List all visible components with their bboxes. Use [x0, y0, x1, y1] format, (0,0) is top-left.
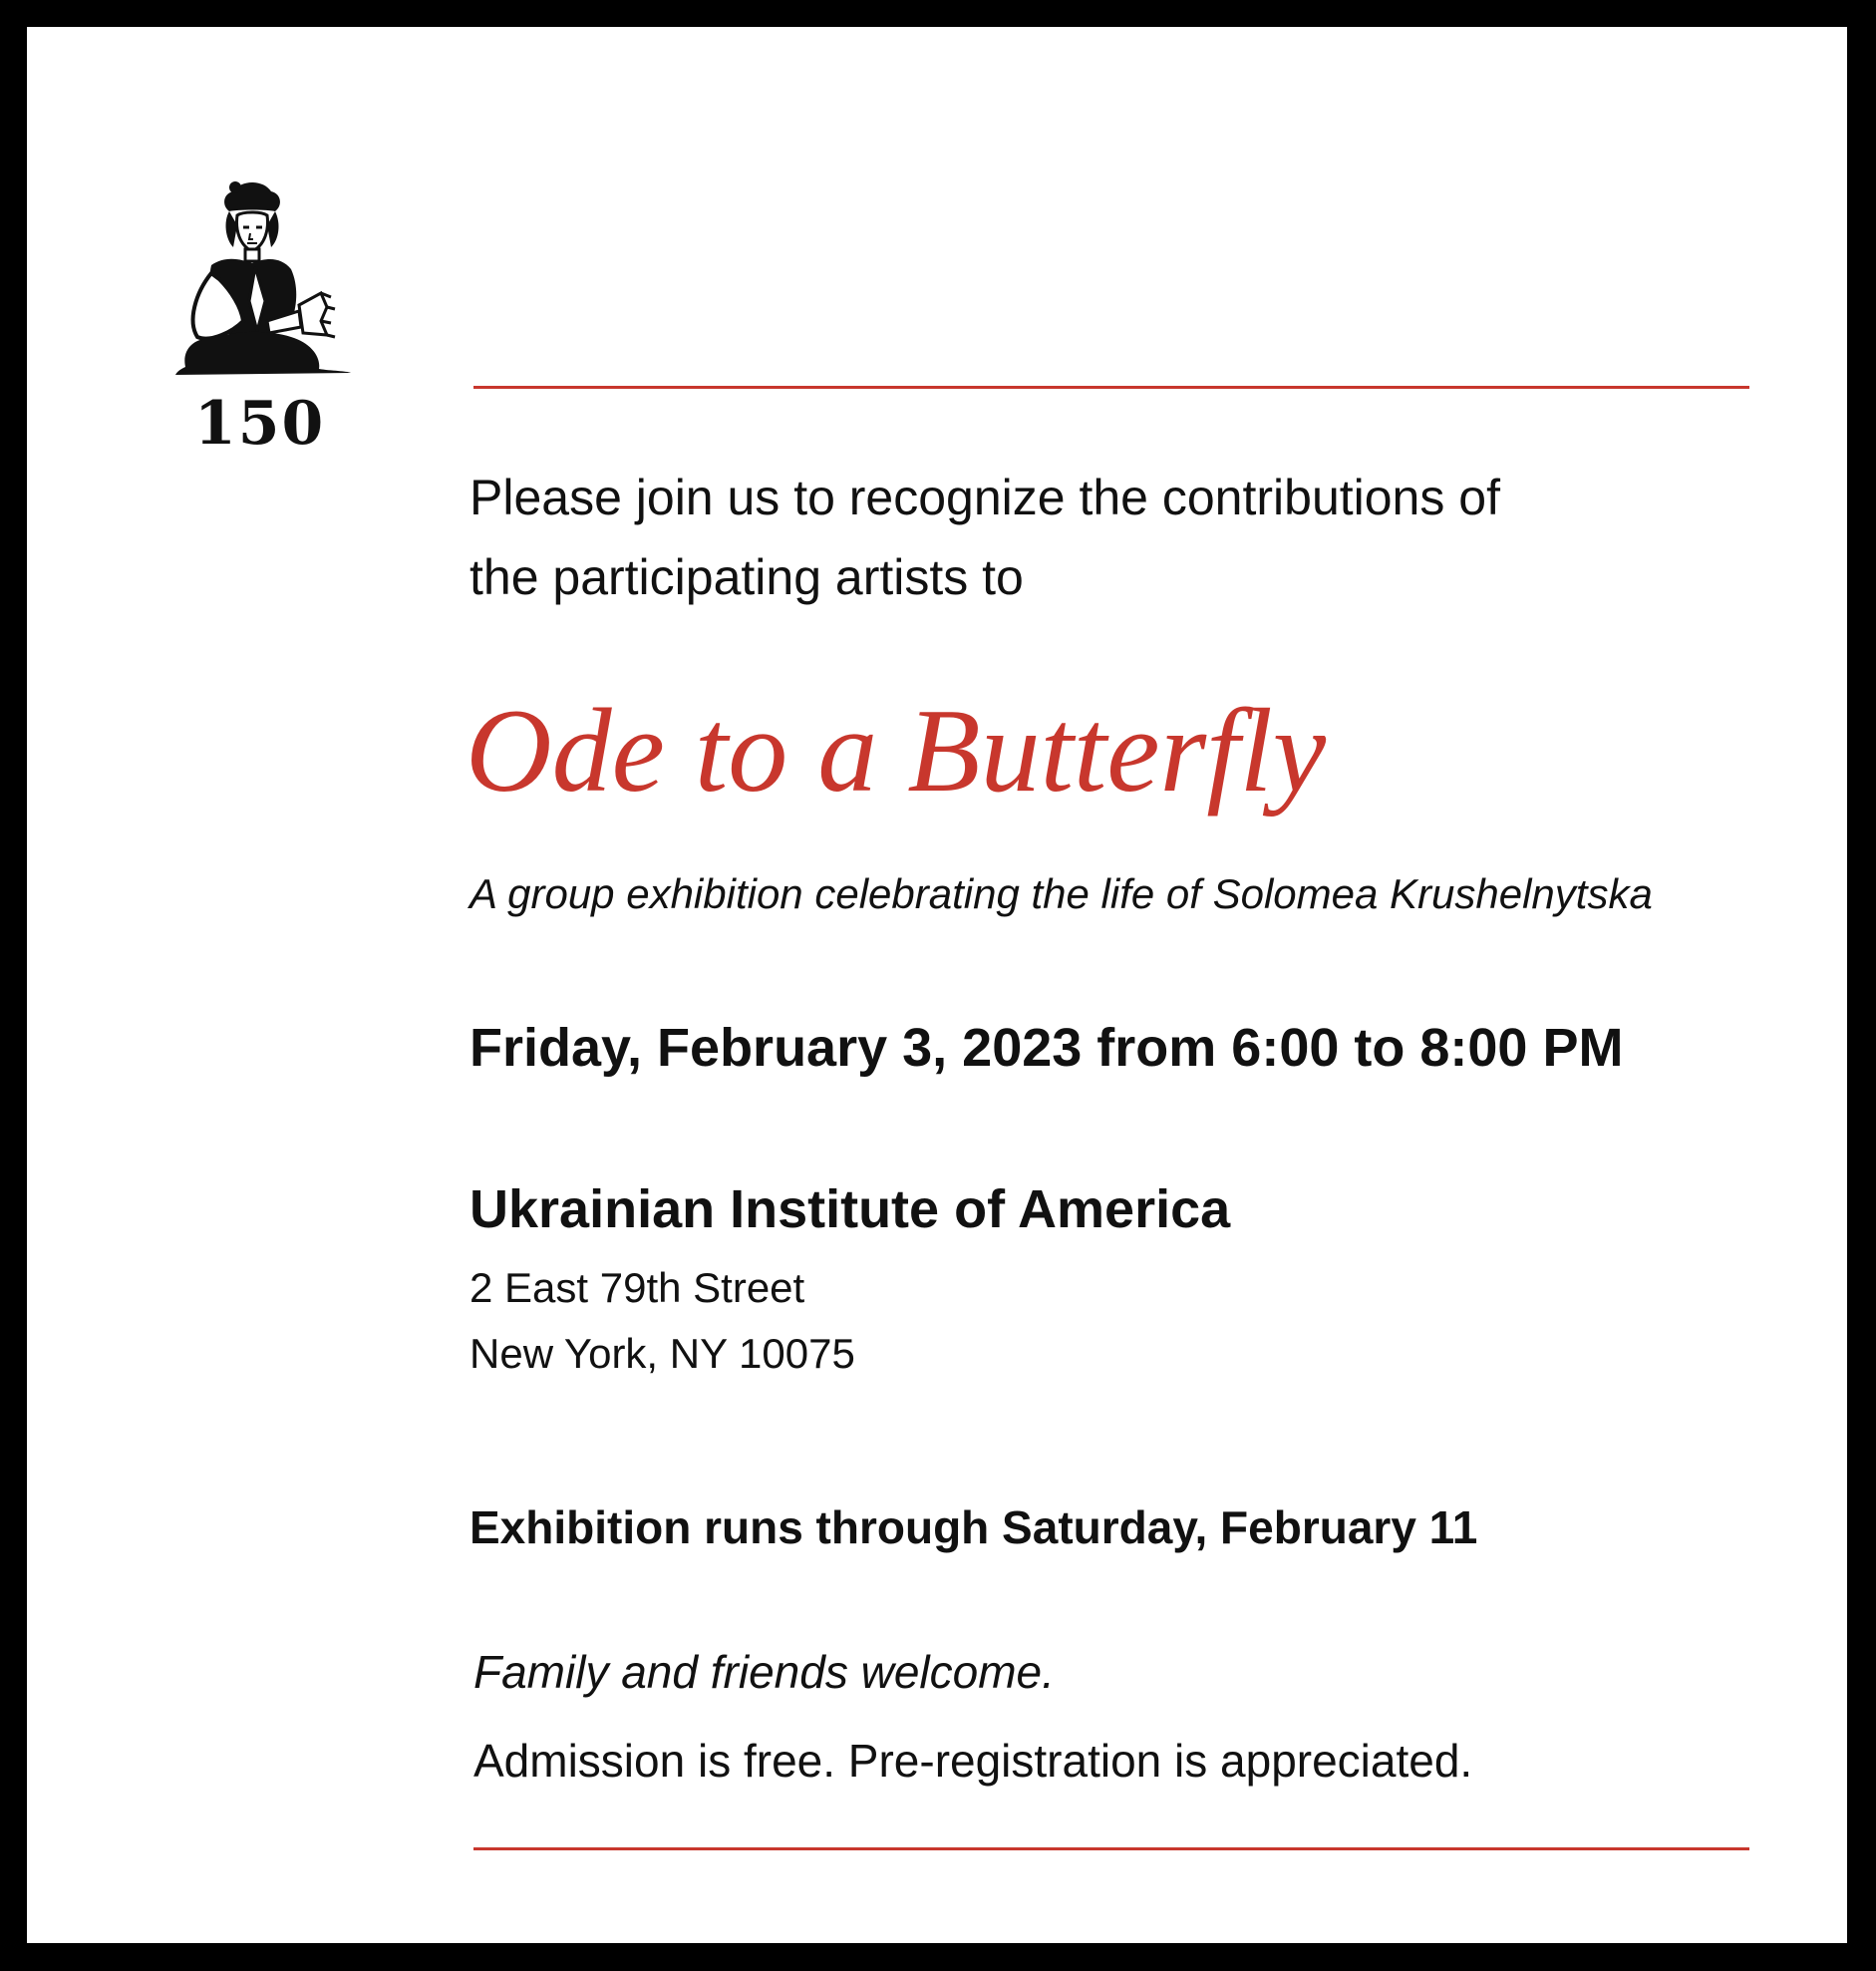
exhibition-subtitle: A group exhibition celebrating the life of Solomea Krushelnytska	[469, 870, 1653, 917]
welcome-note: Family and friends welcome.	[473, 1646, 1055, 1698]
intro-line-1: Please join us to recognize the contributions of	[469, 470, 1500, 525]
top-divider	[473, 386, 1749, 389]
venue-address	[469, 1255, 855, 1387]
intro-line-2: the participating artists to	[469, 549, 1024, 605]
exhibition-title: Ode to a Butterfly	[466, 684, 1327, 817]
bottom-divider	[473, 1847, 1749, 1850]
event-date-time: Friday, February 3, 2023 from 6:00 to 8:00 PM	[469, 1018, 1624, 1078]
venue-name: Ukrainian Institute of America	[469, 1179, 1231, 1239]
address-line-1: 2 East 79th Street	[469, 1264, 805, 1311]
admission-note: Admission is free. Pre-registration is appreciated.	[473, 1735, 1473, 1787]
intro-text	[469, 458, 1500, 617]
address-line-2: New York, NY 10075	[469, 1330, 855, 1377]
anniversary-number: 150	[194, 389, 326, 459]
exhibition-end-date: Exhibition runs through Saturday, February 11	[469, 1501, 1478, 1553]
